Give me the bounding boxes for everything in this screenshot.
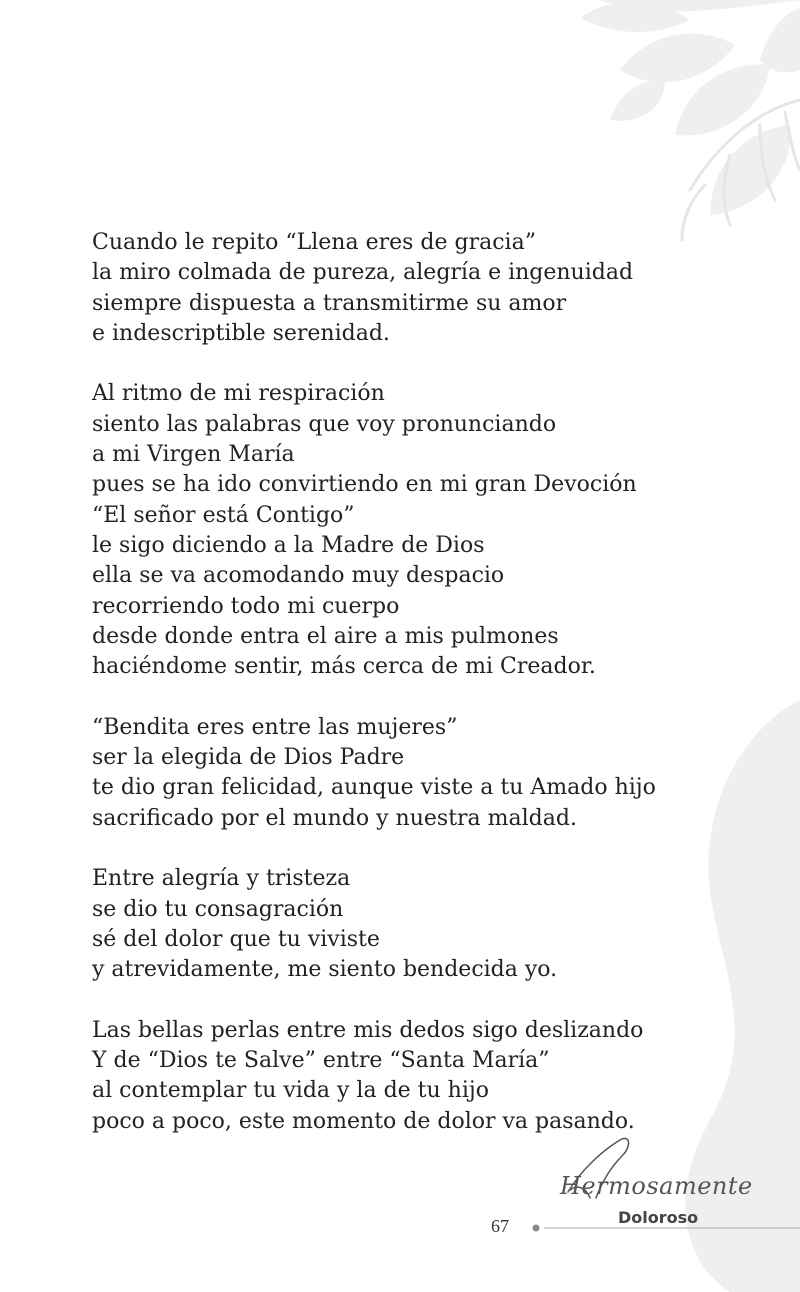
poem-line: siempre dispuesta a transmitirme su amor xyxy=(92,290,567,316)
poem-line: recorriendo todo mi cuerpo xyxy=(92,593,400,619)
poem-line: Las bellas perlas entre mis dedos sigo deslizando xyxy=(92,1017,644,1043)
poem-line: Y de “Dios te Salve” entre “Santa María” xyxy=(92,1048,550,1074)
leaf-branch-decoration xyxy=(460,0,800,250)
poem-line: ella se va acomodando muy despacio xyxy=(92,563,505,589)
poem-line: e indescriptible serenidad. xyxy=(92,320,390,346)
stanza xyxy=(92,379,712,682)
poem-line: Entre alegría y tristeza xyxy=(92,866,351,892)
brand-logo xyxy=(560,1132,760,1232)
poem-line: le sigo diciendo a la Madre de Dios xyxy=(92,532,485,558)
page-number: 67 xyxy=(491,1216,509,1236)
poem-line: Al ritmo de mi respiración xyxy=(92,381,385,407)
poem-line: la miro colmada de pureza, alegría e ingenuidad xyxy=(92,260,634,286)
stanza xyxy=(92,1016,712,1137)
poem-line: poco a poco, este momento de dolor va pasando. xyxy=(92,1108,635,1134)
poem-line: “Bendita eres entre las mujeres” xyxy=(92,714,458,740)
poem-line: y atrevidamente, me siento bendecida yo. xyxy=(92,957,558,983)
poem-line: al contemplar tu vida y la de tu hijo xyxy=(92,1078,489,1104)
poem-text xyxy=(92,228,712,1137)
poem-line: sé del dolor que tu viviste xyxy=(92,926,380,952)
poem-line: se dio tu consagración xyxy=(92,896,344,922)
poem-line: te dio gran felicidad, aunque viste a tu Amado hijo xyxy=(92,775,656,801)
poem-line: haciéndome sentir, más cerca de mi Creador. xyxy=(92,654,596,680)
poem-line: a mi Virgen María xyxy=(92,442,295,468)
poem-line: desde donde entra el aire a mis pulmones xyxy=(92,623,559,649)
brand-script-text: Hermosamente xyxy=(560,1172,753,1200)
poem-line: “El señor está Contigo” xyxy=(92,502,355,528)
poem-line: ser la elegida de Dios Padre xyxy=(92,745,405,771)
poem-line: pues se ha ido convirtiendo en mi gran Devoción xyxy=(92,472,637,498)
poem-line: sacrificado por el mundo y nuestra maldad. xyxy=(92,805,577,831)
stanza xyxy=(92,228,712,349)
stanza xyxy=(92,713,712,834)
stanza xyxy=(92,864,712,985)
poem-line: siento las palabras que voy pronunciando xyxy=(92,411,557,437)
brand-subtitle: Doloroso xyxy=(618,1208,699,1227)
poem-line: Cuando le repito “Llena eres de gracia” xyxy=(92,230,536,255)
